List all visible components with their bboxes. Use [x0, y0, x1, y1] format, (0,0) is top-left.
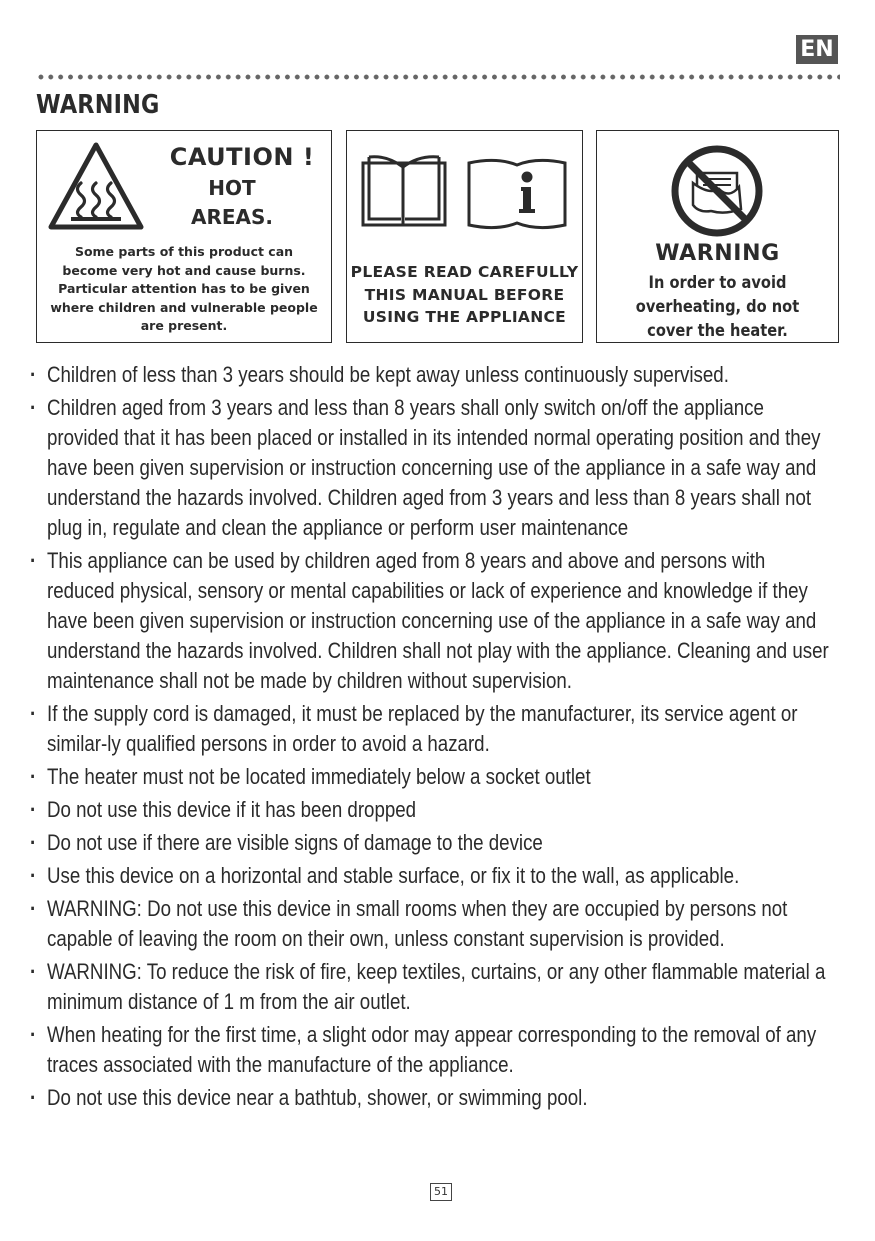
caution-title: CAUTION ! [169, 143, 315, 171]
list-item: · Use this device on a horizontal and stable surface, or fix it to the wall, as applicable. [30, 861, 829, 891]
hot-surface-warning-icon [45, 139, 147, 235]
language-badge: EN [796, 35, 838, 64]
read-manual-box [346, 130, 583, 343]
list-item: · Do not use this device near a bathtub, shower, or swimming pool. [30, 1083, 829, 1113]
list-item: · This appliance can be used by children aged from 8 years and above and persons with reduced physical, sensory or mental capabilities or lack of experience and knowledge if they have been given supervision or instruction concerning use of the appliance in a safe way and understand the hazards involved. Children shall not play with the appliance. Cleaning and user maintenance shall not be made by children without supervision. [30, 546, 829, 696]
safety-instructions-list [30, 360, 829, 1116]
info-leaflet-icon [469, 160, 565, 227]
list-item: · WARNING: Do not use this device in small rooms when they are occupied by persons not capable of leaving the room on their own, unless constant supervision is provided. [30, 894, 829, 954]
caution-areas-label: AREAS. [190, 205, 274, 229]
list-item: · If the supply cord is damaged, it must be replaced by the manufacturer, its service agent or similar-ly qualified persons in order to avoid a hazard. [30, 699, 829, 759]
list-item: · The heater must not be located immediately below a socket outlet [30, 762, 829, 792]
list-item: · Children of less than 3 years should be kept away unless continuously supervised. [30, 360, 829, 390]
do-not-cover-icon [669, 143, 765, 239]
list-item: · WARNING: To reduce the risk of fire, keep textiles, curtains, or any other flammable material a minimum distance of 1 m from the air outlet. [30, 957, 829, 1017]
open-book-icon [363, 157, 445, 225]
list-item: · Do not use this device if it has been dropped [30, 795, 829, 825]
list-item: · Children aged from 3 years and less than 8 years shall only switch on/off the appliance provided that it has been placed or installed in its intended normal operating position and they have been given supervision or instruction concerning use of the appliance in a safe way and understand the hazards involved. Children aged from 3 years and less than 8 years shall not plug in, regulate and clean the appliance or perform user maintenance [30, 393, 829, 543]
no-cover-warning-text: In order to avoid overheating, do not cover the heater. [635, 273, 800, 341]
page-number: 51 [430, 1183, 452, 1201]
dotted-divider [36, 74, 840, 80]
list-item: · Do not use if there are visible signs of damage to the device [30, 828, 829, 858]
read-manual-text: PLEASE READ CAREFULLY THIS MANUAL BEFORE USING THE APPLIANCE [350, 263, 579, 326]
list-item: · When heating for the first time, a slight odor may appear corresponding to the removal of any traces associated with the manufacture of the appliance. [30, 1020, 829, 1080]
caution-hot-areas-box [36, 130, 332, 343]
do-not-cover-box [596, 130, 839, 343]
caution-description: Some parts of this product can become very hot and cause burns. Particular attention has to be given where children and vulnerable people are present. [50, 244, 318, 333]
manual-icons [357, 155, 573, 231]
no-cover-warning-title: WARNING [655, 241, 780, 266]
section-title: WARNING [36, 90, 160, 120]
caution-hot-label: HOT [208, 176, 256, 200]
